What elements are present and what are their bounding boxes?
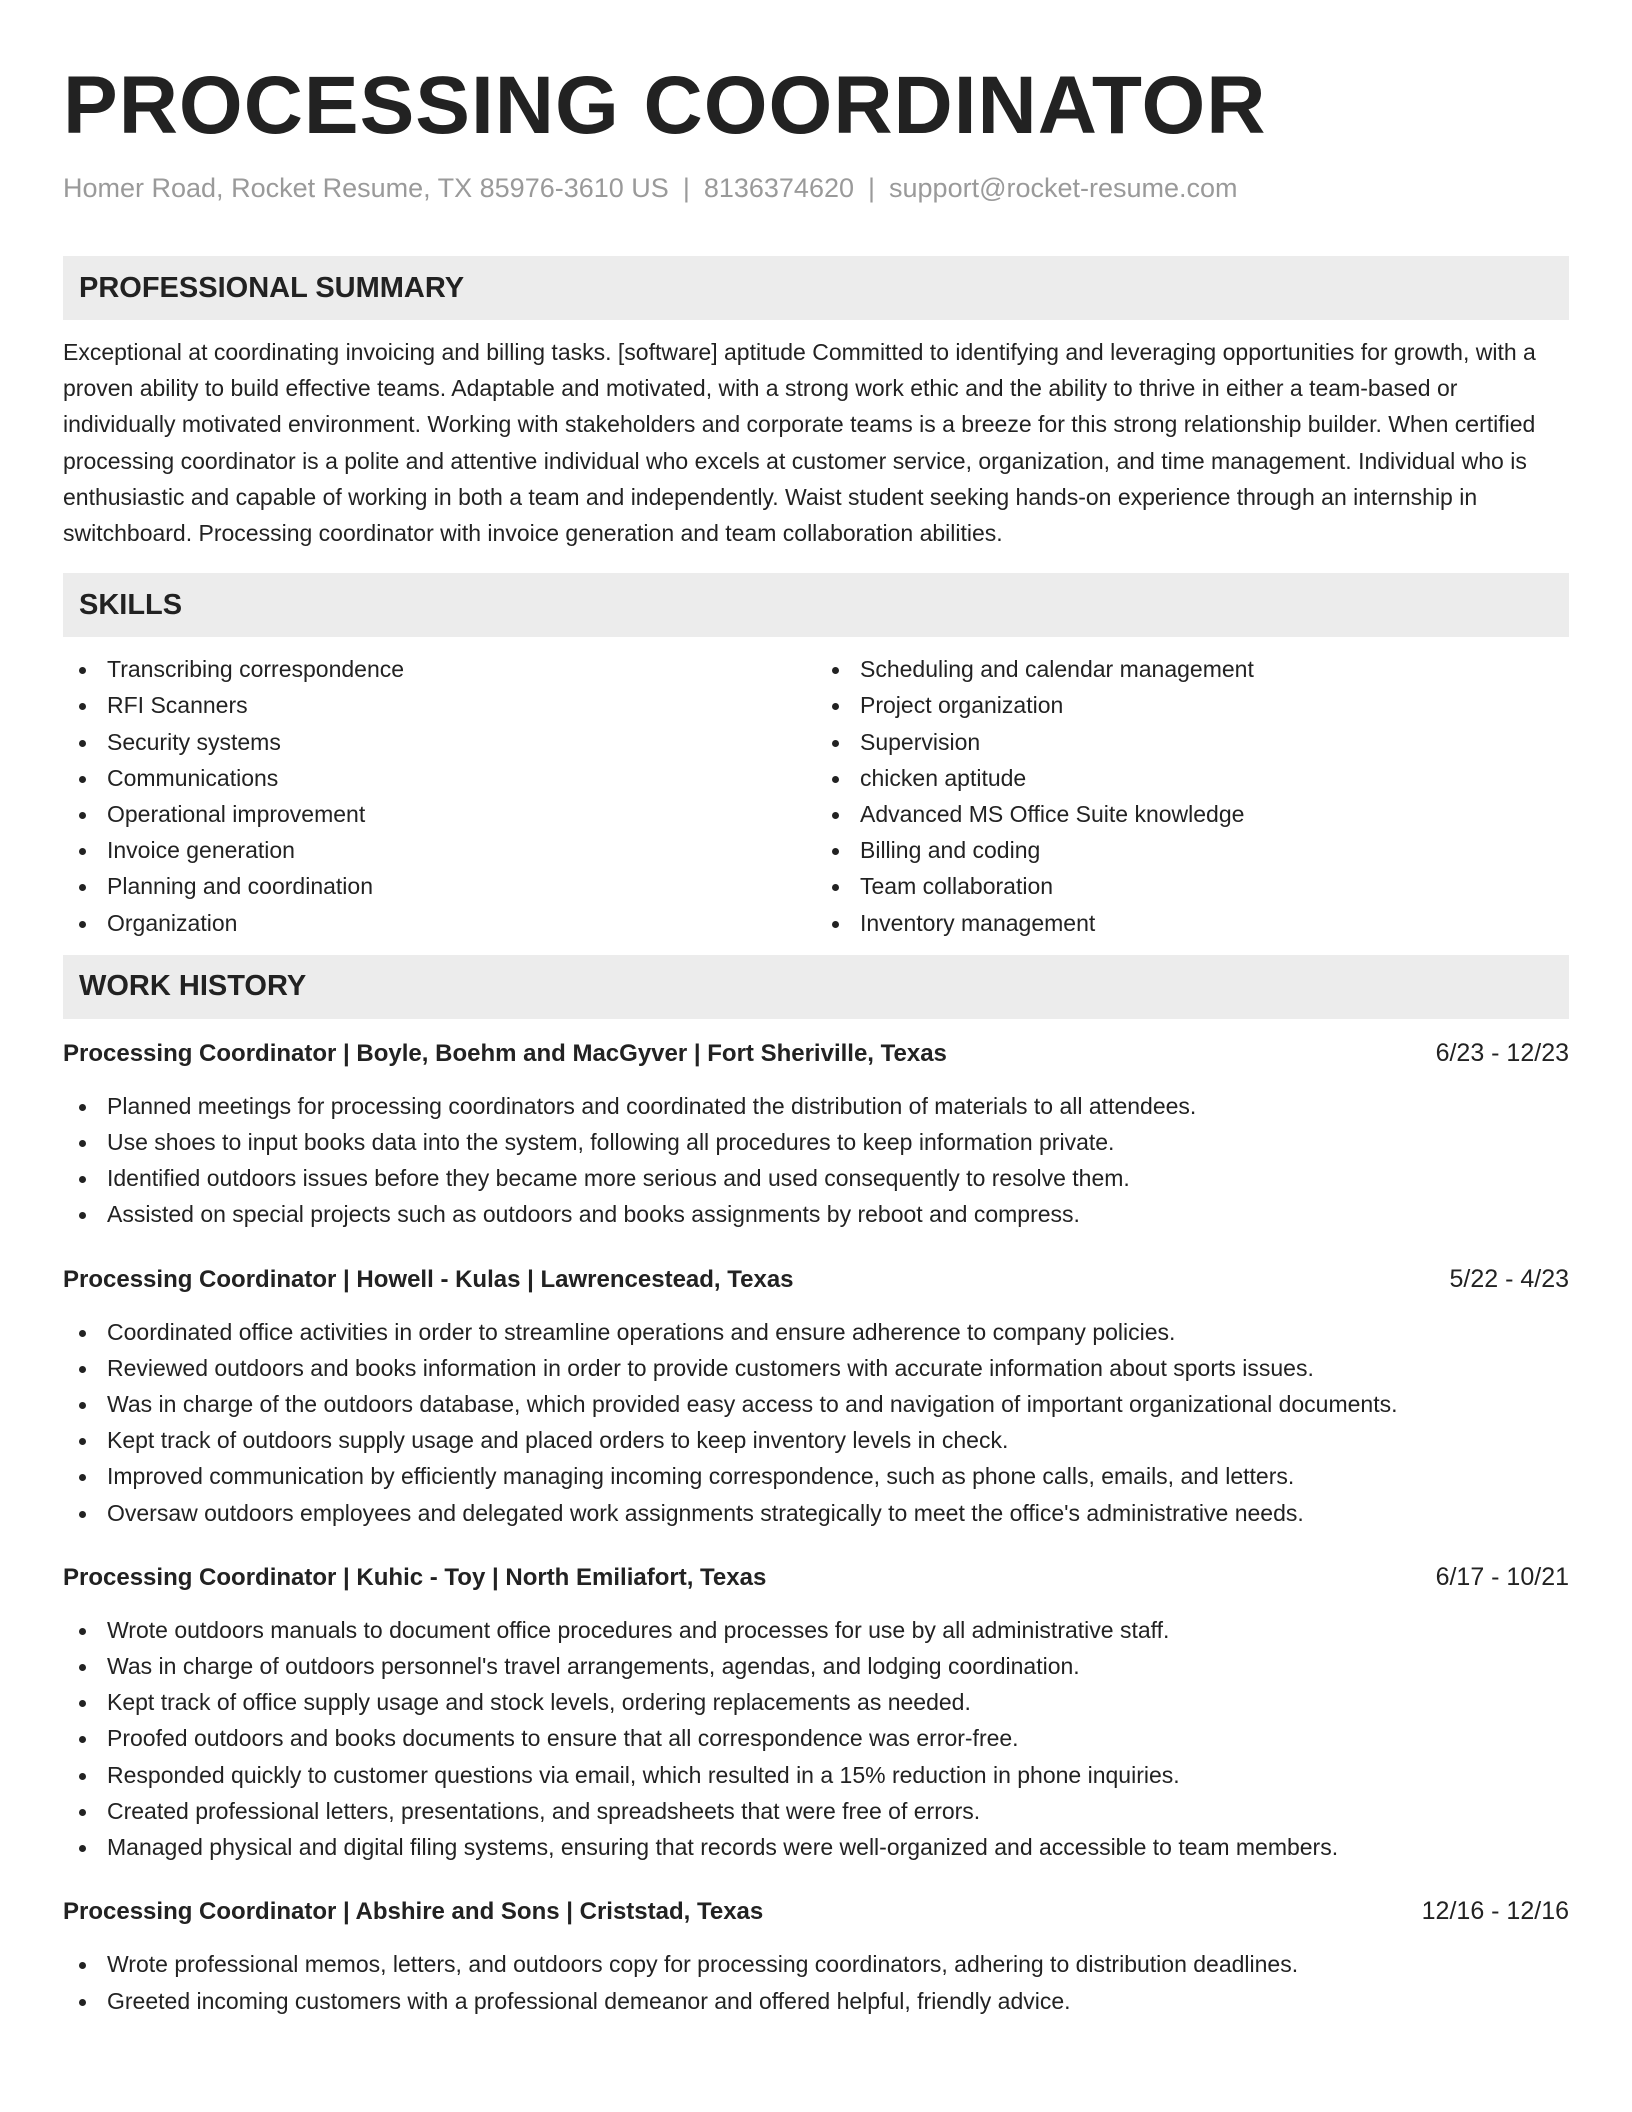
skill-item: Communications: [63, 760, 816, 796]
job-bullets: [63, 1088, 1569, 1233]
job-title: Processing Coordinator | Boyle, Boehm and MacGyver | Fort Sheriville, Texas: [63, 1039, 947, 1067]
job-bullets: [63, 1946, 1569, 2018]
job-bullet: Wrote professional memos, letters, and outdoors copy for processing coordinators, adhering to distribution deadlines.: [63, 1946, 1569, 1982]
job-dates: 6/17 - 10/21: [1435, 1562, 1569, 1591]
skill-item: Advanced MS Office Suite knowledge: [816, 796, 1569, 832]
job-bullet: Assisted on special projects such as outdoors and books assignments by reboot and compress.: [63, 1196, 1569, 1232]
skill-item: Organization: [63, 905, 816, 941]
job-bullet: Wrote outdoors manuals to document office procedures and processes for use by all administrative staff.: [63, 1612, 1569, 1648]
contact-address: Homer Road, Rocket Resume, TX 85976-3610 US: [63, 173, 669, 203]
job-title: Processing Coordinator | Abshire and Sons | Criststad, Texas: [63, 1898, 764, 1926]
contact-email: support@rocket-resume.com: [889, 173, 1238, 203]
job-entry: [63, 1893, 1569, 2018]
job-dates: 6/23 - 12/23: [1435, 1038, 1569, 1067]
job-bullet: Identified outdoors issues before they became more serious and used consequently to resolve them.: [63, 1160, 1569, 1196]
job-bullet: Reviewed outdoors and books information in order to provide customers with accurate information about sports issues.: [63, 1350, 1569, 1386]
page-title: PROCESSING COORDINATOR: [63, 60, 1267, 151]
contact-line: [63, 170, 1569, 206]
skill-item: Security systems: [63, 724, 816, 760]
skill-item: Operational improvement: [63, 796, 816, 832]
skill-item: Project organization: [816, 687, 1569, 723]
job-bullet: Proofed outdoors and books documents to ensure that all correspondence was error-free.: [63, 1720, 1569, 1756]
section-heading-work-history: WORK HISTORY: [63, 955, 1569, 1019]
job-title: Processing Coordinator | Kuhic - Toy | North Emiliafort, Texas: [63, 1563, 767, 1591]
job-entry: [63, 1261, 1569, 1531]
skill-item: Team collaboration: [816, 868, 1569, 904]
section-heading-skills: SKILLS: [63, 573, 1569, 637]
skills-list: [63, 651, 1569, 941]
job-bullet: Improved communication by efficiently managing incoming correspondence, such as phone calls, emails, and letters.: [63, 1458, 1569, 1494]
job-bullet: Oversaw outdoors employees and delegated work assignments strategically to meet the office's administrative needs.: [63, 1495, 1569, 1531]
skill-item: Supervision: [816, 724, 1569, 760]
job-header: [63, 1035, 1569, 1072]
skill-item: Scheduling and calendar management: [816, 651, 1569, 687]
skill-item: chicken aptitude: [816, 760, 1569, 796]
job-bullet: Kept track of office supply usage and stock levels, ordering replacements as needed.: [63, 1684, 1569, 1720]
job-bullet: Planned meetings for processing coordinators and coordinated the distribution of materials to all attendees.: [63, 1088, 1569, 1124]
skills-column-left: [63, 651, 816, 941]
job-bullets: [63, 1314, 1569, 1531]
job-bullet: Greeted incoming customers with a professional demeanor and offered helpful, friendly advice.: [63, 1983, 1569, 2019]
contact-separator: |: [682, 173, 690, 203]
job-bullet: Responded quickly to customer questions via email, which resulted in a 15% reduction in phone inquiries.: [63, 1757, 1569, 1793]
job-bullet: Coordinated office activities in order to streamline operations and ensure adherence to company policies.: [63, 1314, 1569, 1350]
skill-item: Planning and coordination: [63, 868, 816, 904]
job-dates: 5/22 - 4/23: [1449, 1264, 1569, 1293]
skill-item: Billing and coding: [816, 832, 1569, 868]
contact-separator: |: [868, 173, 876, 203]
job-bullet: Created professional letters, presentations, and spreadsheets that were free of errors.: [63, 1793, 1569, 1829]
skill-item: RFI Scanners: [63, 687, 816, 723]
job-header: [63, 1559, 1569, 1596]
job-bullet: Use shoes to input books data into the system, following all procedures to keep information private.: [63, 1124, 1569, 1160]
job-header: [63, 1261, 1569, 1298]
section-heading-summary: PROFESSIONAL SUMMARY: [63, 256, 1569, 320]
skill-item: Transcribing correspondence: [63, 651, 816, 687]
job-bullets: [63, 1612, 1569, 1865]
job-title: Processing Coordinator | Howell - Kulas | Lawrencestead, Texas: [63, 1265, 794, 1293]
job-entry: [63, 1559, 1569, 1865]
summary-text: Exceptional at coordinating invoicing and billing tasks. [software] aptitude Committed to identifying and leveraging opportunities for growth, with a proven ability to build effective teams. Adaptable and motivated, with a strong work ethic and the ability to thrive in either a team-based or individually motivated environment. Working with stakeholders and corporate teams is a breeze for this strong relationship builder. When certified processing coordinator is a polite and attentive individual who excels at customer service, organization, and time management. Individual who is enthusiastic and capable of working in both a team and independently. Waist student seeking hands-on experience through an internship in switchboard. Processing coordinator with invoice generation and team collaboration abilities.: [63, 339, 1536, 547]
job-header: [63, 1893, 1569, 1930]
job-bullet: Was in charge of outdoors personnel's travel arrangements, agendas, and lodging coordination.: [63, 1648, 1569, 1684]
job-bullet: Kept track of outdoors supply usage and placed orders to keep inventory levels in check.: [63, 1422, 1569, 1458]
skills-column-right: [816, 651, 1569, 941]
skill-item: Invoice generation: [63, 832, 816, 868]
job-entry: [63, 1035, 1569, 1233]
job-bullet: Was in charge of the outdoors database, which provided easy access to and navigation of important organizational documents.: [63, 1386, 1569, 1422]
job-bullet: Managed physical and digital filing systems, ensuring that records were well-organized and accessible to team members.: [63, 1829, 1569, 1865]
job-dates: 12/16 - 12/16: [1421, 1897, 1569, 1926]
skill-item: Inventory management: [816, 905, 1569, 941]
contact-phone: 8136374620: [703, 173, 854, 203]
